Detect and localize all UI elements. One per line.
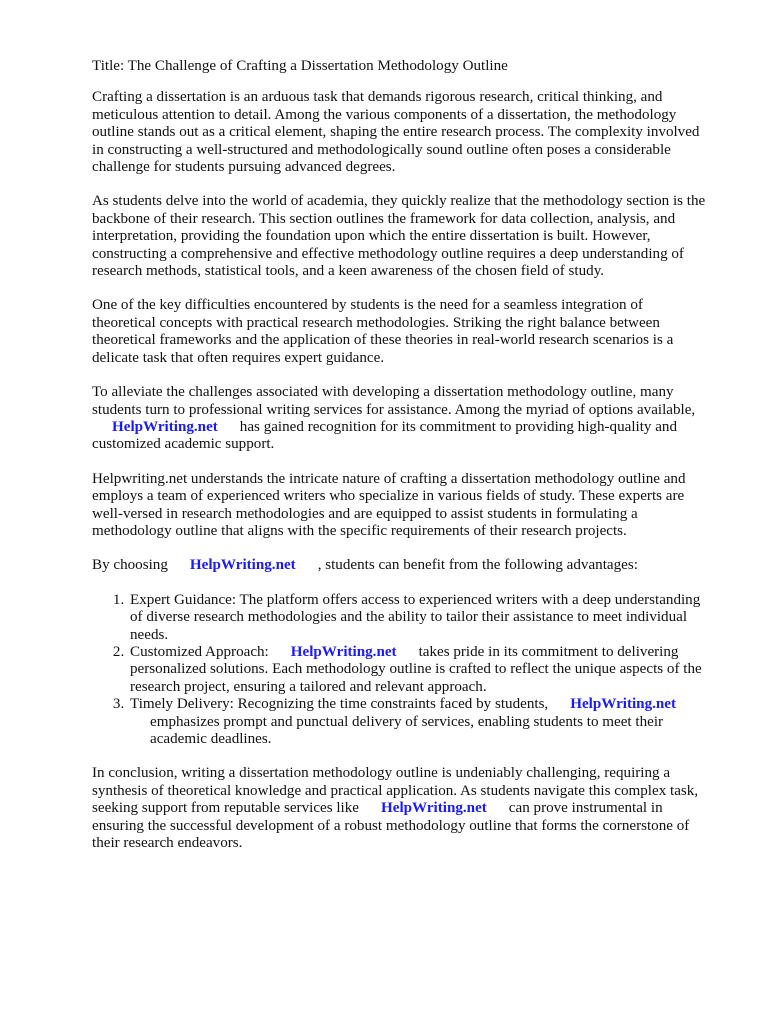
list-item-text-before: Customized Approach: [130,643,269,660]
list-item-text-before: Timely Delivery: Recognizing the time constraints faced by students, [130,696,549,713]
services-paragraph [92,384,708,454]
conclusion-text-before: In conclusion, writing a dissertation methodology outline is undeniably challenging, requiring a synthesis of theoretical knowledge and practical application. As students navigate this complex task, seeking support from reputable services like [92,765,699,817]
list-item-text-after: takes pride in its commitment to delivering personalized solutions. Each methodology outline is crafted to reflect the unique aspects of the research project, ensuring a tailored and relevant approach. [130,643,702,695]
list-item-customized-approach [128,644,708,696]
choosing-paragraph [92,557,708,574]
choosing-text-before: By choosing [92,557,168,574]
helpwriting-link[interactable]: HelpWriting.net [570,696,677,713]
helpwriting-link[interactable]: HelpWriting.net [189,557,296,574]
list-item-expert-guidance [128,592,708,644]
difficulties-paragraph: One of the key difficulties encountered by students is the need for a seamless integration of theoretical concepts with practical research methodologies. Striking the right balance between theoretical frameworks and the application of these theories in real-world research scenarios is a delicate task that often requires expert guidance. [92,297,674,366]
services-text-after: has gained recognition for its commitment to providing high-quality and customized academic support. [92,418,678,453]
helpwriting-link[interactable]: HelpWriting.net [381,800,487,817]
conclusion-text-after: can prove instrumental in ensuring the successful development of a robust methodology outline that forms the cornerstone of their research endeavors. [92,800,690,852]
helpwriting-paragraph: Helpwriting.net understands the intricate nature of crafting a dissertation methodology outline and employs a team of experienced writers who specialize in various fields of study. These experts are well-versed in research methodologies and are equipped to assist students in formulating a methodology outline that aligns with the specific requirements of their research projects. [92,470,686,539]
advantages-list [92,592,708,749]
list-item-text: Expert Guidance: The platform offers access to experienced writers with a deep understanding of diverse research methodologies and the ability to tailor their assistance to meet individual needs. [130,591,701,643]
intro-paragraph: Crafting a dissertation is an arduous task that demands rigorous research, critical thinking, and meticulous attention to detail. Among the various components of a dissertation, the methodology outline stands out as a critical element, shaping the entire research process. The complexity involved in constructing a well-structured and methodologically sound outline often poses a considerable challenge for students pursuing advanced degrees. [92,89,700,176]
list-item-timely-delivery [128,696,708,748]
helpwriting-link[interactable]: HelpWriting.net [112,418,218,435]
conclusion-paragraph [92,765,708,852]
choosing-text-after: , students can benefit from the following advantages: [317,557,638,574]
helpwriting-link[interactable]: HelpWriting.net [290,643,397,660]
services-text-before: To alleviate the challenges associated with developing a dissertation methodology outline, many students turn to professional writing services for assistance. Among the myriad of options available, [92,384,696,418]
list-item-text-after: emphasizes prompt and punctual delivery of services, enabling students to meet their academic deadlines. [150,713,664,747]
academia-paragraph: As students delve into the world of academia, they quickly realize that the methodology section is the backbone of their research. This section outlines the framework for data collection, analysis, and interpretation, providing the foundation upon which the entire dissertation is built. However, constructing a comprehensive and effective methodology outline requires a deep understanding of research methods, statistical tools, and a keen awareness of the chosen field of study. [92,193,706,280]
document-title: Title: The Challenge of Crafting a Dissertation Methodology Outline [92,58,508,74]
